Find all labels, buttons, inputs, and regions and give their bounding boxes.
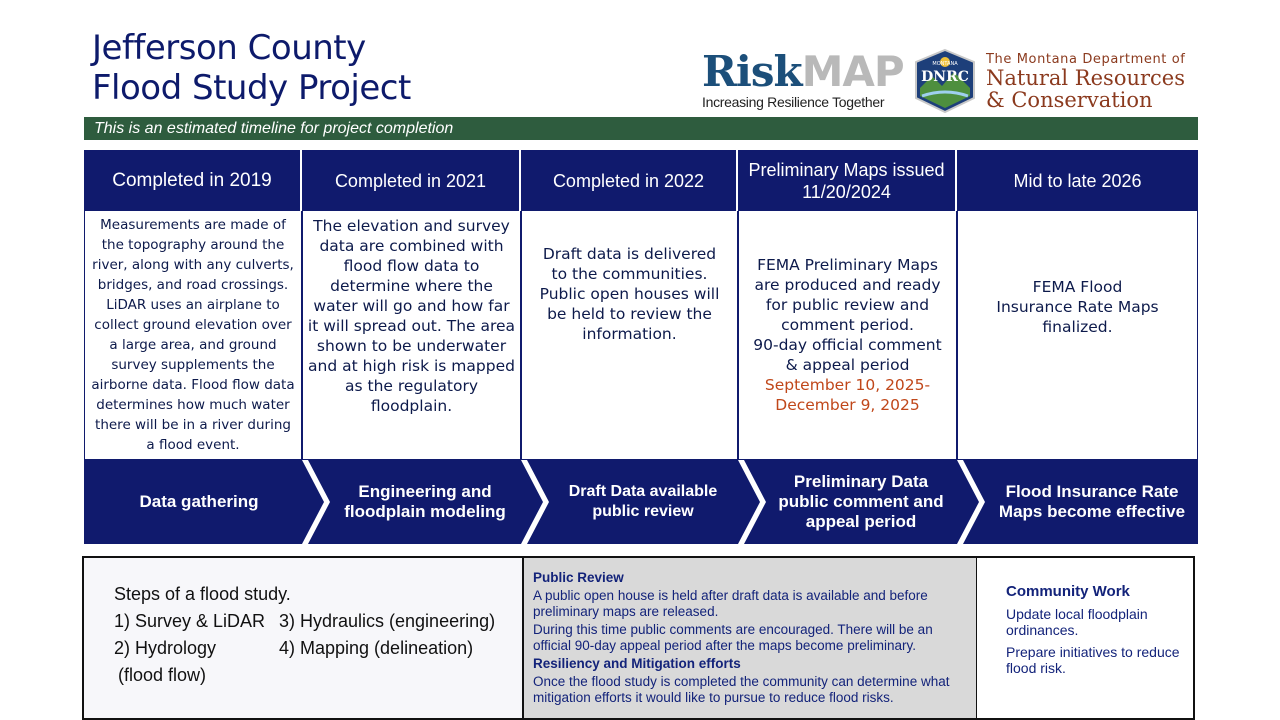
timeline-column-5 — [957, 150, 1198, 460]
column-header: Preliminary Maps issued 11/20/2024 — [738, 150, 957, 211]
step-item: (flood flow) — [118, 665, 207, 685]
stage-label-engineering: Engineering and floodplain modeling — [344, 482, 506, 521]
column-body — [84, 211, 302, 460]
dnrc-text-logo — [986, 52, 1206, 111]
riskmap-tagline: Increasing Resilience Together — [702, 94, 885, 110]
dnrc-line-2: Natural Resources — [986, 66, 1185, 90]
column-header: Completed in 2019 — [84, 150, 302, 211]
dnrc-line-3: & Conservation — [986, 88, 1153, 112]
column-body-text: FEMA Flood Insurance Rate Maps finalized. — [996, 278, 1159, 336]
page-title — [92, 28, 512, 108]
timeline-column-2 — [302, 150, 521, 460]
dnrc-badge-small-text: MONTANA — [932, 61, 958, 67]
timeline-column-1 — [84, 150, 302, 460]
column-header: Mid to late 2026 — [957, 150, 1198, 211]
column-body-text: Draft data is delivered to the communities. Public open houses will be held to review the information. — [539, 245, 720, 343]
title-line-1: Jefferson County — [92, 28, 366, 68]
stage-label-draft-data: Draft Data available public review — [568, 483, 718, 520]
stage-label-data-gathering: Data gathering — [139, 492, 259, 511]
community-work-text-1: Update local floodplain ordinances. — [1006, 606, 1148, 638]
timeline-column-4 — [738, 150, 957, 460]
public-review-text-1: A public open house is held after draft data is available and before preliminary maps are released. — [533, 588, 928, 619]
title-line-2: Flood Study Project — [92, 68, 411, 108]
step-item: 3) Hydraulics (engineering) — [279, 611, 496, 631]
dnrc-badge-icon — [910, 48, 980, 114]
resiliency-text: Once the flood study is completed the community can determine what mitigation efforts it would like to pursue to reduce flood risks. — [533, 674, 950, 705]
steps-heading: Steps of a flood study. — [114, 584, 291, 604]
resiliency-heading: Resiliency and Mitigation efforts — [533, 656, 741, 671]
dnrc-badge-text: DNRC — [921, 69, 969, 85]
riskmap-word-risk: Risk — [702, 47, 802, 96]
riskmap-logo — [702, 47, 904, 110]
steps-box — [82, 556, 523, 720]
column-body — [521, 211, 738, 460]
column-header: Completed in 2022 — [521, 150, 738, 211]
appeal-period-dates: September 10, 2025-December 9, 2025 — [764, 376, 931, 414]
dnrc-line-1: The Montana Department of — [986, 52, 1186, 67]
column-body-text-2: 90-day official comment & appeal period — [753, 336, 942, 374]
community-work-text-2: Prepare initiatives to reduce flood risk. — [1006, 644, 1180, 676]
column-body — [957, 211, 1198, 460]
step-item: 1) Survey & LiDAR — [114, 611, 266, 631]
community-work-heading: Community Work — [1006, 583, 1130, 600]
column-header: Completed in 2021 — [302, 150, 521, 211]
step-item: 2) Hydrology — [114, 638, 217, 658]
public-review-text-2: During this time public comments are encouraged. There will be an official 90-day appeal period after the maps become preliminary. — [533, 622, 933, 653]
column-body-text: FEMA Preliminary Maps are produced and ready for public review and comment period. — [754, 256, 941, 334]
public-review-heading: Public Review — [533, 570, 624, 585]
timeline-grid — [84, 150, 1198, 460]
community-work-box — [977, 556, 1195, 720]
stage-label-preliminary-data: Preliminary Data public comment and appeal period — [778, 472, 944, 531]
column-body — [738, 211, 957, 460]
timeline-banner: This is an estimated timeline for project completion — [84, 117, 1198, 140]
column-body — [302, 211, 521, 460]
public-review-box — [522, 556, 978, 720]
riskmap-word-map: MAP — [801, 47, 904, 96]
process-chevrons — [84, 460, 1198, 544]
timeline-column-3 — [521, 150, 738, 460]
stage-label-flood-insurance-maps: Flood Insurance Rate Maps become effective — [998, 482, 1186, 521]
column-body-text: The elevation and survey data are combined with flood flow data to determine where the water will go and how far it will spread out. The area shown to be underwater and at high risk is mapped as the regulatory floodplain. — [307, 217, 516, 415]
step-item: 4) Mapping (delineation) — [279, 638, 474, 658]
column-body-text: Measurements are made of the topography around the river, along with any culverts, bridges, and road crossings. LiDAR uses an airplane to collect ground elevation over a large area, and ground survey supplements the airborne data. Flood flow data determines how much water there will be in a river during a flood event. — [91, 217, 295, 453]
